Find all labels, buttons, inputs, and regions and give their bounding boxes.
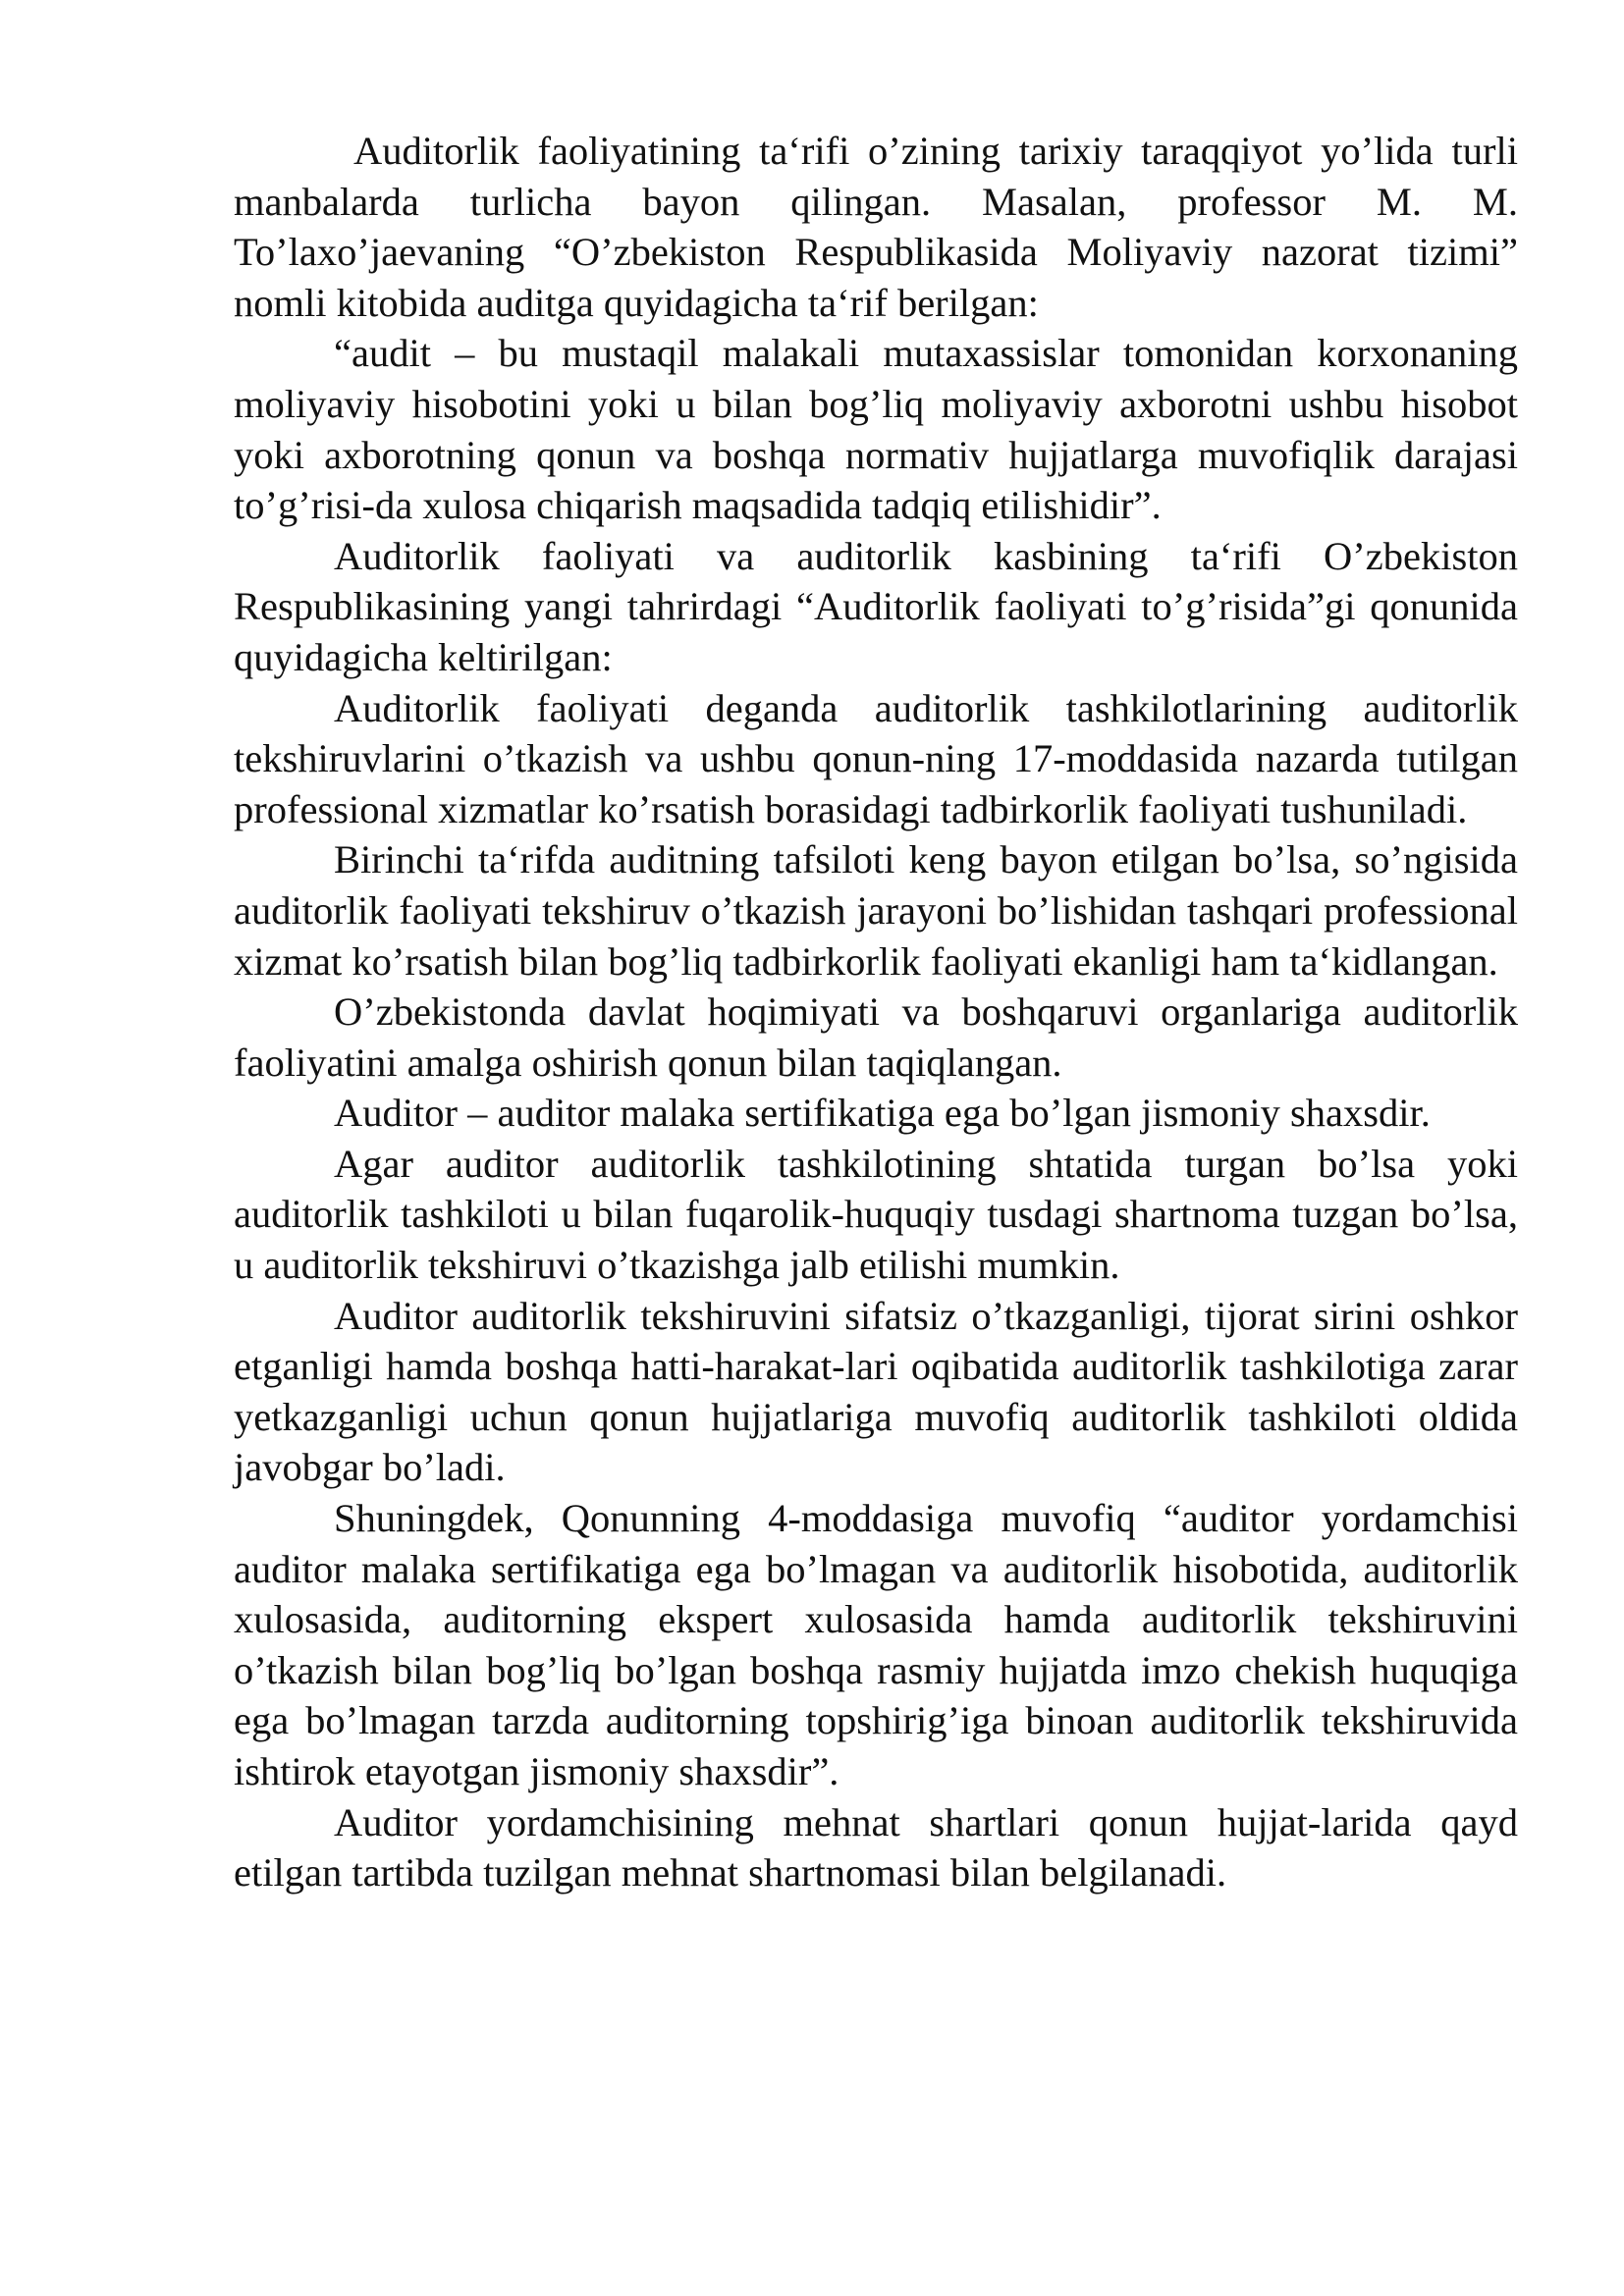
paragraph-law-definition-intro: Auditorlik faoliyati va auditorlik kasbining ta‘rifi O’zbekiston Respublikasining yangi tahrirdagi “Auditorlik faoliyati to’g’risida”gi qonunida quyidagicha keltirilgan: [234,533,1518,679]
paragraph-definition-comparison: Birinchi ta‘rifda auditning tafsiloti keng bayon etilgan bo’lsa, so’ngisida auditorlik faoliyati tekshiruv o’tkazish jarayoni bo’lishidan tashqari professional xizmat ko’rsatish bilan bog’liq tadbirkorlik faoliyati ekanligi ham ta‘kidlangan. [234,837,1518,984]
paragraph-government-prohibition: O’zbekistonda davlat hoqimiyati va boshqaruvi organlariga auditorlik faoliyatini amalga oshirish qonun bilan taqiqlangan. [234,989,1518,1085]
paragraph-auditor-definition: Auditor – auditor malaka sertifikatiga ega bo’lgan jismoniy shaxsdir. [334,1091,1431,1136]
paragraph-audit-definition-intro: Auditorlik faoliyatining ta‘rifi o’zining tarixiy taraqqiyot yo’lida turli manbalarda turlicha bayon qilingan. Masalan, professor M. M. To’laxo’jaevaning “O’zbekiston Respublikasida Moliyaviy nazorat tizimi” nomli kitobida auditga quyidagicha ta‘rif berilgan: [234,129,1518,325]
paragraph-audit-activity-definition: Auditorlik faoliyati deganda auditorlik tashkilotlarining auditorlik tekshiruvlarini o’tkazish va ushbu qonun-ning 17-moddasida nazarda tutilgan professional xizmatlar ko’rsatish borasidagi tadbirkorlik faoliyati tushuniladi. [234,685,1518,831]
paragraph-auditor-liability: Auditor auditorlik tekshiruvini sifatsiz o’tkazganligi, tijorat sirini oshkor etganligi hamda boshqa hatti-harakat-lari oqibatida auditorlik tashkilotiga zarar yetkazganligi uchun qonun hujjatlariga muvofiq auditorlik tashkiloti oldida javobgar bo’ladi. [234,1293,1518,1490]
paragraph-assistant-definition: Shuningdek, Qonunning 4-moddasiga muvofiq “auditor yordamchisi auditor malaka sertifikatiga ega bo’lmagan va auditorlik hisobotida, auditorlik xulosasida, auditorning ekspert xulosasida hamda auditorlik tekshiruvini o’tkazish bilan bog’liq bo’lgan boshqa rasmiy hujjatda imzo chekish huquqiga ega bo’lmagan tarzda auditorning topshirig’iga binoan auditorlik tekshiruvida ishtirok etayotgan jismoniy shaxsdir”. [234,1496,1518,1793]
paragraph-audit-quote: “audit – bu mustaqil malakali mutaxassislar tomonidan korxonaning moliyaviy hisobotini yoki u bilan bog’liq moliyaviy axborotni ushbu hisobot yoki axborotning qonun va boshqa normativ hujjatlarga muvofiqlik darajasi to’g’risi-da xulosa chiqarish maqsadida tadqiq etilishidir”. [234,331,1518,528]
paragraph-auditor-engagement: Agar auditor auditorlik tashkilotining shtatida turgan bo’lsa yoki auditorlik tashkiloti u bilan fuqarolik-huquqiy tusdagi shartnoma tuzgan bo’lsa, u auditorlik tekshiruvi o’tkazishga jalb etilishi mumkin. [234,1141,1518,1288]
paragraph-assistant-contract: Auditor yordamchisining mehnat shartlari qonun hujjat-larida qayd etilgan tartibda tuzilgan mehnat shartnomasi bilan belgilanadi. [234,1799,1518,1896]
document-page [234,126,1518,1898]
